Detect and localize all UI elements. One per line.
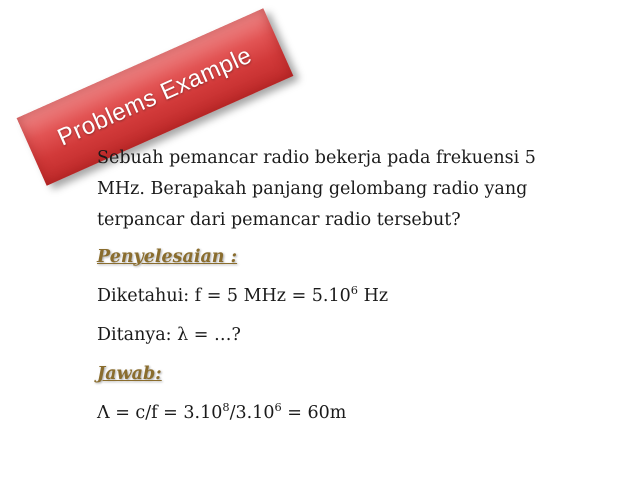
answer-exponent-1: 8 — [222, 400, 230, 415]
answer-line — [97, 398, 622, 429]
known-line — [97, 281, 622, 312]
answer-part-1: Λ = c/f = 3.10 — [97, 403, 223, 423]
problem-line-3: terpancar dari pemancar radio tersebut? — [97, 210, 461, 230]
problem-line-2: MHz. Berapakah panjang gelombang radio yang — [97, 179, 528, 199]
asked-line: Ditanya: λ = …? — [97, 325, 241, 345]
solution-heading: Penyelesaian : — [97, 247, 238, 267]
problem-line-1: Sebuah pemancar radio bekerja pada frekuensi 5 — [97, 148, 536, 168]
slide-title: Problems Example — [53, 41, 256, 152]
known-suffix: Hz — [358, 286, 389, 306]
slide-content — [97, 143, 622, 437]
answer-part-3: = 60m — [281, 403, 347, 423]
answer-exponent-2: 6 — [274, 400, 282, 415]
known-prefix: Diketahui: f = 5 MHz = 5.10 — [97, 286, 351, 306]
answer-heading: Jawab: — [97, 364, 162, 384]
known-exponent: 6 — [350, 283, 359, 298]
answer-part-2: /3.10 — [229, 403, 275, 423]
problem-statement — [97, 143, 622, 236]
